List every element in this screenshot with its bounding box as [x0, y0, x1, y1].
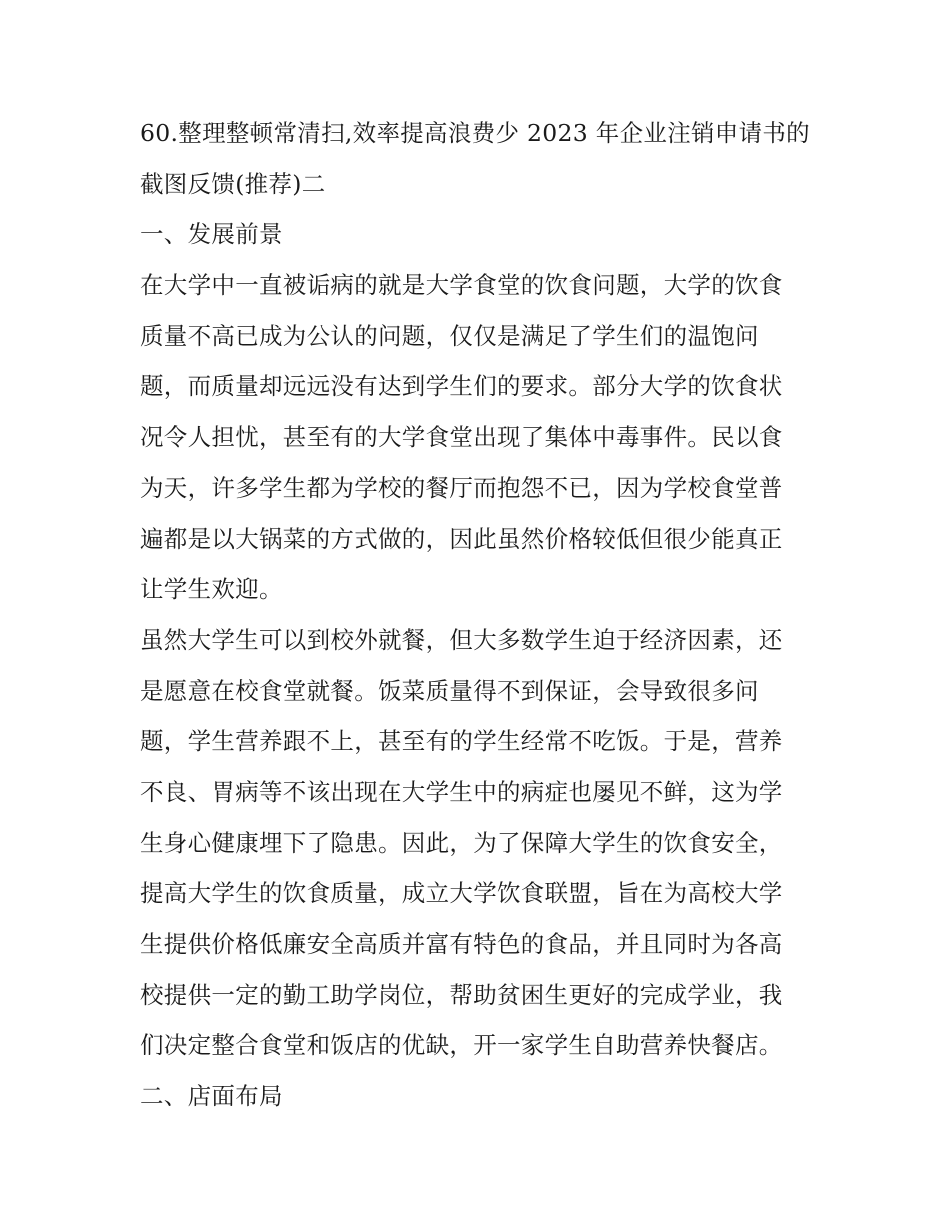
- paragraph-line: 虽然大学生可以到校外就餐，但大多数学生迫于经济因素，还: [140, 625, 783, 654]
- paragraph-line: 况令人担忧，甚至有的大学食堂出现了集体中毒事件。民以食: [140, 423, 783, 452]
- paragraph-line: 在大学中一直被诟病的就是大学食堂的饮食问题，大学的饮食: [140, 271, 783, 300]
- document-page: [140, 108, 812, 1122]
- paragraph-line: 不良、胃病等不该出现在大学生中的病症也屡见不鲜，这为学: [140, 777, 783, 806]
- paragraph-plan: [140, 615, 812, 1071]
- paragraph-line: 让学生欢迎。: [140, 575, 283, 604]
- paragraph-line: 生身心健康埋下了隐患。因此，为了保障大学生的饮食安全，: [140, 828, 783, 857]
- document-title: [140, 108, 812, 209]
- paragraph-background: [140, 260, 812, 615]
- paragraph-line: 为天，许多学生都为学校的餐厅而抱怨不已，因为学校食堂普: [140, 473, 783, 502]
- paragraph-line: 们决定整合食堂和饭店的优缺，开一家学生自助营养快餐店。: [140, 1031, 783, 1060]
- paragraph-line: 提高大学生的饮食质量，成立大学饮食联盟，旨在为高校大学: [140, 879, 783, 908]
- paragraph-line: 遍都是以大锅菜的方式做的，因此虽然价格较低但很少能真正: [140, 524, 783, 553]
- paragraph-line: 题，学生营养跟不上，甚至有的学生经常不吃饭。于是，营养: [140, 727, 783, 756]
- title-line: 截图反馈(推荐)二: [140, 169, 326, 198]
- paragraph-line: 题，而质量却远远没有达到学生们的要求。部分大学的饮食状: [140, 372, 783, 401]
- heading-text: 一、发展前景: [140, 220, 283, 249]
- paragraph-line: 质量不高已成为公认的问题，仅仅是满足了学生们的温饱问: [140, 321, 759, 350]
- section-heading-layout: [140, 1071, 812, 1122]
- paragraph-line: 是愿意在校食堂就餐。饭菜质量得不到保证，会导致很多问: [140, 676, 759, 705]
- title-line: 60.整理整顿常清扫,效率提高浪费少 2023 年企业注销申请书的: [140, 119, 810, 147]
- paragraph-line: 校提供一定的勤工助学岗位，帮助贫困生更好的完成学业，我: [140, 980, 783, 1009]
- heading-text: 二、店面布局: [140, 1082, 283, 1111]
- paragraph-line: 生提供价格低廉安全高质并富有特色的食品，并且同时为各高: [140, 930, 783, 958]
- section-heading-development: [140, 209, 812, 260]
